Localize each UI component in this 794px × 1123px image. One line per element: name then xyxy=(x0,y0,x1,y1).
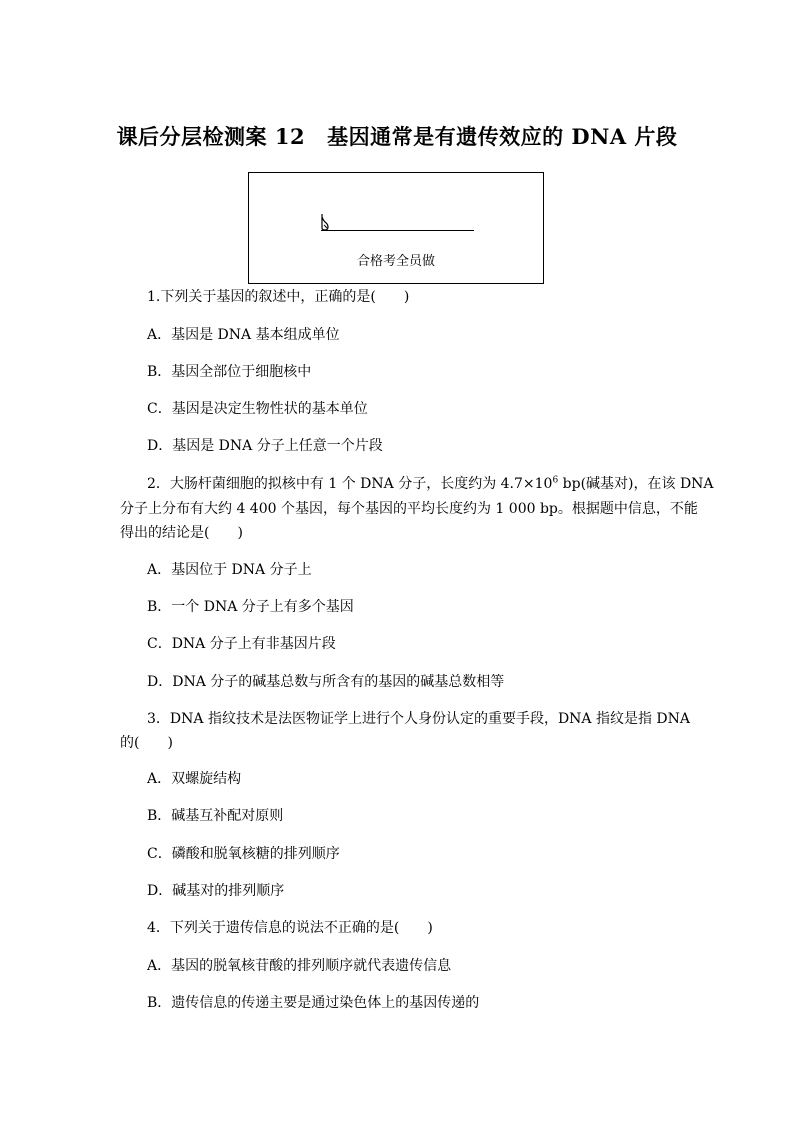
question-3-option-b: B．碱基互补配对原则 xyxy=(147,808,284,824)
question-1-option-d: D．基因是 DNA 分子上任意一个片段 xyxy=(147,438,383,454)
question-2-option-b: B．一个 DNA 分子上有多个基因 xyxy=(147,599,354,615)
page-title xyxy=(0,121,794,151)
question-2-stem-line1 xyxy=(147,474,714,494)
banner-rule xyxy=(321,230,474,231)
question-1-stem: 1.下列关于基因的叙述中，正确的是( ) xyxy=(147,289,410,305)
question-2-stem-line3: 得出的结论是( ) xyxy=(120,525,243,541)
question-1-option-c: C．基因是决定生物性状的基本单位 xyxy=(147,401,368,417)
question-3-option-d: D．碱基对的排列顺序 xyxy=(147,883,285,899)
pen-icon xyxy=(319,213,331,231)
section-banner xyxy=(248,172,544,284)
title-part2: 基因通常是有遗传效应的 DNA 片段 xyxy=(327,124,678,149)
question-2-stem-line2: 分子上分布有大约 4 400 个基因，每个基因的平均长度约为 1 000 bp。根据题中信息，不能 xyxy=(120,501,698,517)
question-2-option-d: D．DNA 分子的碱基总数与所含有的基因的碱基总数相等 xyxy=(147,674,505,690)
question-3-option-c: C．磷酸和脱氧核糖的排列顺序 xyxy=(147,846,340,862)
question-2-exponent: 6 xyxy=(552,475,559,486)
question-2-option-c: C．DNA 分子上有非基因片段 xyxy=(147,636,336,652)
banner-caption: 合格考全员做 xyxy=(356,254,435,269)
question-4-stem: 4．下列关于遗传信息的说法不正确的是( ) xyxy=(147,920,433,936)
question-3-option-a: A．双螺旋结构 xyxy=(147,771,242,787)
question-1-option-b: B．基因全部位于细胞核中 xyxy=(147,364,312,380)
question-2-stem-line1-pre: 2．大肠杆菌细胞的拟核中有 1 个 DNA 分子，长度约为 4.7×10 xyxy=(147,476,553,492)
question-4-option-b: B．遗传信息的传递主要是通过染色体上的基因传递的 xyxy=(147,995,480,1011)
question-3-stem-line1: 3．DNA 指纹技术是法医物证学上进行个人身份认定的重要手段，DNA 指纹是指 DNA xyxy=(147,711,691,727)
question-2-stem-line1-post: bp(碱基对)，在该 DNA xyxy=(558,476,714,492)
title-part1: 课后分层检测案 12 xyxy=(116,124,306,149)
question-2-option-a: A．基因位于 DNA 分子上 xyxy=(147,562,312,578)
question-4-option-a: A．基因的脱氧核苷酸的排列顺序就代表遗传信息 xyxy=(147,958,452,974)
question-1-option-a: A．基因是 DNA 基本组成单位 xyxy=(147,327,340,343)
question-3-stem-line2: 的( ) xyxy=(120,735,173,751)
